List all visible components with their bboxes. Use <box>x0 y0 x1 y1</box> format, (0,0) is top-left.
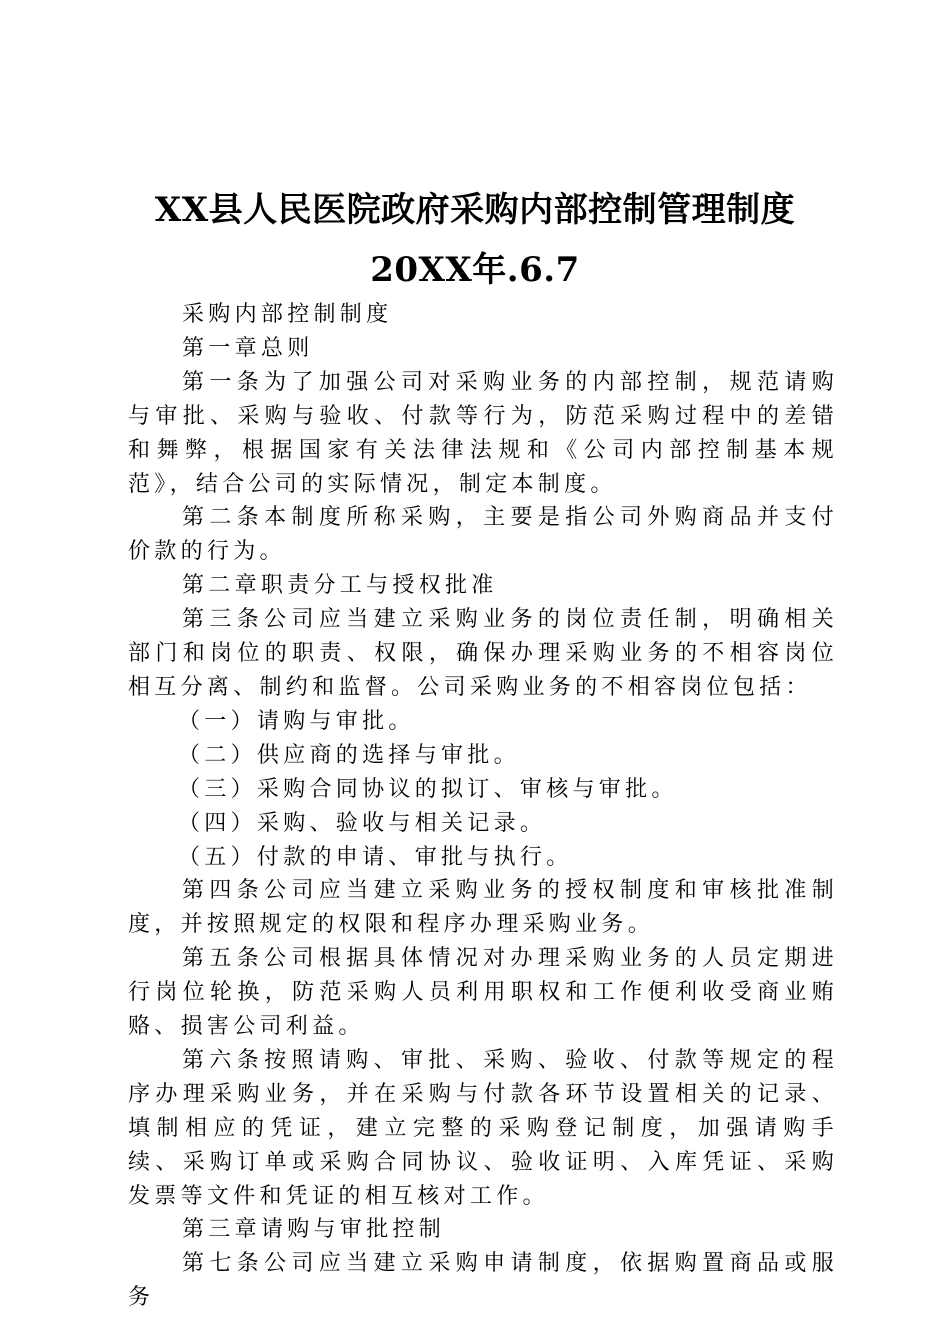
article-paragraph: 第三条公司应当建立采购业务的岗位责任制，明确相关部门和岗位的职责、权限，确保办理采购业务的不相容岗位相互分离、制约和监督。公司采购业务的不相容岗位包括： <box>128 607 838 700</box>
list-item: （四）采购、验收与相关记录。 <box>178 810 547 836</box>
chapter-heading: 第三章请购与审批控制 <box>182 1217 446 1243</box>
document-body <box>128 298 838 1315</box>
article-paragraph: 第二条本制度所称采购，主要是指公司外购商品并支付价款的行为。 <box>128 505 838 565</box>
article-paragraph: 第六条按照请购、审批、采购、验收、付款等规定的程序办理采购业务，并在采购与付款各环节设置相关的记录、填制相应的凭证，建立完整的采购登记制度，加强请购手续、采购订单或采购合同协议、验收证明、入库凭证、采购发票等文件和凭证的相互核对工作。 <box>128 1047 838 1209</box>
list-item: （一）请购与审批。 <box>178 708 415 734</box>
article-paragraph: 第四条公司应当建立采购业务的授权制度和审核批准制度，并按照规定的权限和程序办理采购业务。 <box>128 878 838 938</box>
document-title: XX县人民医院政府采购内部控制管理制度 <box>154 190 796 230</box>
chapter-heading: 第一章总则 <box>182 335 314 361</box>
article-paragraph: 第七条公司应当建立采购申请制度，依据购置商品或服务 <box>128 1251 838 1311</box>
document-date: 20XX年.6.7 <box>370 250 580 290</box>
list-item: （三）采购合同协议的拟订、审核与审批。 <box>178 776 678 802</box>
article-paragraph: 第一条为了加强公司对采购业务的内部控制，规范请购与审批、采购与验收、付款等行为，防范采购过程中的差错和舞弊，根据国家有关法律法规和《公司内部控制基本规范》，结合公司的实际情况，制定本制度。 <box>128 369 838 497</box>
section-heading: 采购内部控制制度 <box>182 302 393 327</box>
list-item: （二）供应商的选择与审批。 <box>178 742 520 768</box>
chapter-heading: 第二章职责分工与授权批准 <box>182 573 498 599</box>
article-paragraph: 第五条公司根据具体情况对办理采购业务的人员定期进行岗位轮换，防范采购人员利用职权和工作便利收受商业贿赂、损害公司利益。 <box>128 946 838 1040</box>
list-item: （五）付款的申请、审批与执行。 <box>178 844 573 870</box>
